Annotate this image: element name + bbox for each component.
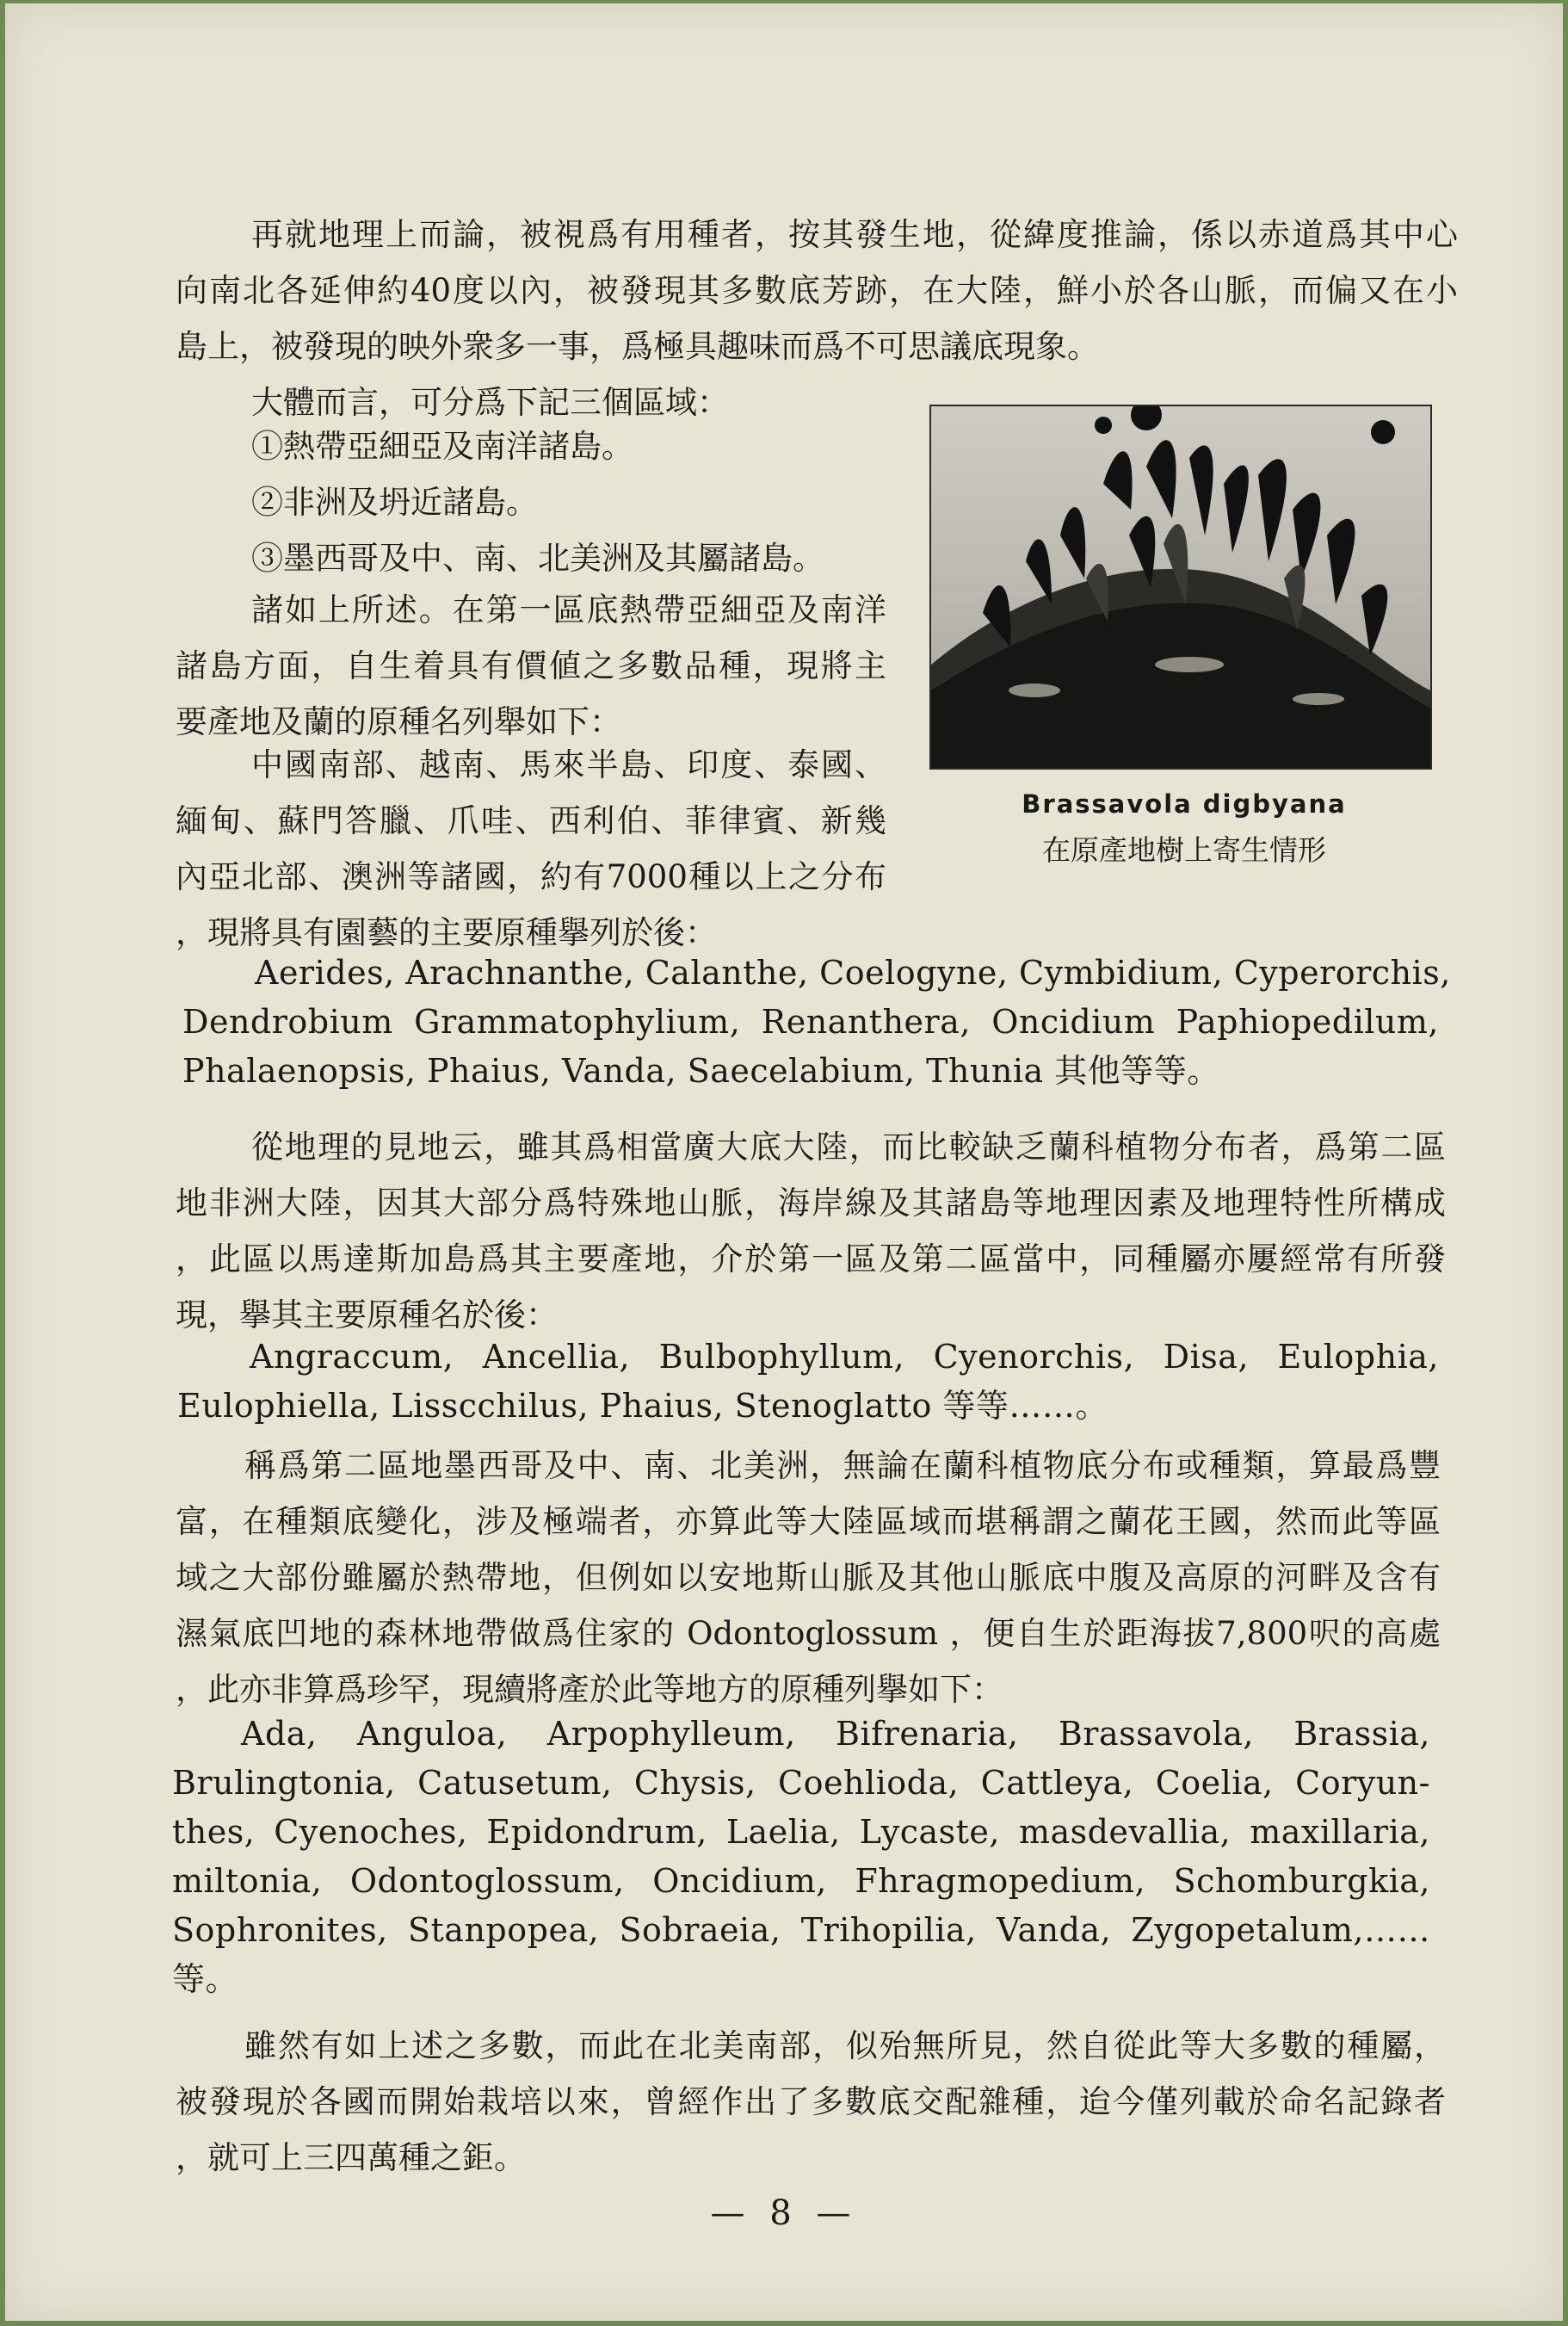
text-line: 諸島方面，自生着具有價値之多數品種，現將主 [176,647,886,684]
text-line: 諸如上所述。在第一區底熱帶亞細亞及南洋 [251,591,886,628]
species-line: Eulophiella, Lisscchilus, Phaius, Stenoglatto 等等……。 [177,1387,1108,1425]
species-line: 等。 [172,1960,239,1998]
text-line: 從地理的見地云，雖其爲相當廣大底大陸，而比較缺乏蘭科植物分布者，爲第二區 [251,1129,1446,1166]
text-line: 要產地及蘭的原種名列舉如下： [176,703,621,740]
text-line: 向南北各延伸約40度以內，被發現其多數底芳跡，在大陸，鮮小於各山脈，而偏又在小 [176,272,1458,309]
text-line: 雖然有如上述之多數，而此在北美南部，似殆無所見，然自從此等大多數的種屬， [244,2027,1446,2064]
text-line: 島上，被發現的映外衆多一事，爲極具趣味而爲不可思議底現象。 [176,328,1099,365]
species-line: Sophronites, Stanpopea, Sobraeia, Trihopilia, Vanda, Zygopetalum,…… [172,1911,1430,1949]
text-line: 中國南部、越南、馬來半島、印度、泰國、 [251,746,886,783]
paragraph-hybrids [176,2018,1446,2186]
text-line: ，此亦非算爲珍罕，現續將產於此等地方的原種列擧如下： [176,1671,1003,1708]
text-line: 域之大部份雖屬於熱帶地，但例如以安地斯山脈及其他山脈底中腹及高原的河畔及含有 [176,1559,1441,1596]
text-line: 緬甸、蘇門答臘、爪哇、西利伯、菲律賓、新幾 [176,802,886,839]
region-item: ③墨西哥及中、南、北美洲及其屬諸島。 [251,540,824,577]
document-page [5,3,1563,2321]
species-line: thes, Cyenoches, Epidondrum, Laelia, Lycaste, masdevallia, maxillaria, [172,1813,1430,1851]
species-line: miltonia, Odontoglossum, Oncidium, Fhragmopedium, Schomburgkia, [172,1862,1430,1900]
paragraph-africa [176,1119,1446,1343]
text-line: 地非洲大陸，因其大部分爲特殊地山脈，海岸線及其諸島等地理因素及地理特性所構成 [176,1185,1446,1222]
region-item: ①熱帶亞細亞及南洋諸島。 [251,428,633,465]
text-line: 稱爲第二區地墨西哥及中、南、北美洲，無論在蘭科植物底分布或種類，算最爲豐 [244,1447,1441,1484]
paragraph-region-one [176,582,886,750]
photo-caption-latin: Brassavola digbyana [1022,789,1347,819]
species-list-americas [172,1710,1430,2004]
species-list-asia [182,949,1451,1096]
text-line: 富，在種類底變化，涉及極端者，亦算此等大陸區域而堪稱謂之蘭花王國，然而此等區 [176,1503,1441,1540]
text-line: 大體而言，可分爲下記三個區域： [251,384,729,421]
species-line: Phalaenopsis, Phaius, Vanda, Saecelabium, Thunia 其他等等。 [182,1052,1220,1090]
region-list [251,418,905,586]
text-line: 被發現於各國而開始栽培以來，曾經作出了多數底交配雜種，迨今僅列載於命名記錄者 [176,2083,1446,2120]
species-line: Dendrobium Grammatophylium, Renanthera, Oncidium Paphiopedilum, [182,1003,1439,1041]
page-number: — 8 — [710,2193,858,2233]
text-line: 再就地理上而論，被視爲有用種者，按其發生地，從緯度推論，係以赤道爲其中心 [251,216,1458,253]
species-line: Angraccum, Ancellia, Bulbophyllum, Cyenorchis, Disa, Eulophia, [250,1338,1439,1376]
region-item: ②非洲及坍近諸島。 [251,484,538,521]
text-line: ，此區以馬達斯加島爲其主要產地，介於第一區及第二區當中，同種屬亦屢經常有所發 [176,1240,1446,1277]
text-line: ，現將具有園藝的主要原種擧列於後： [176,914,717,951]
paragraph-asia-countries [176,737,886,961]
species-line: Ada, Anguloa, Arpophylleum, Bifrenaria, Brassavola, Brassia, [241,1715,1430,1753]
orchid-photo [929,405,1432,770]
species-line: Brulingtonia, Catusetum, Chysis, Coehlioda, Cattleya, Coelia, Coryun- [172,1764,1430,1802]
text-line: 內亞北部、澳洲等諸國，約有7000種以上之分布 [176,858,886,895]
photo-caption-chinese: 在原產地樹上寄生情形 [1042,833,1326,867]
text-line: 現，擧其主要原種名於後： [176,1296,558,1333]
species-line: Aerides, Arachnanthe, Calanthe, Coelogyne, Cymbidium, Cyperorchis, [255,954,1451,992]
orchid-photo-graphic [931,406,1430,768]
paragraph-americas [176,1438,1441,1717]
paragraph-geography [176,207,1458,374]
text-line: 濕氣底凹地的森林地帶做爲住家的 Odontoglossum ，便自生於距海拔7,800呎的高處 [176,1615,1441,1652]
text-line: ，就可上三四萬種之鉅。 [176,2139,526,2176]
species-list-africa [177,1333,1439,1431]
